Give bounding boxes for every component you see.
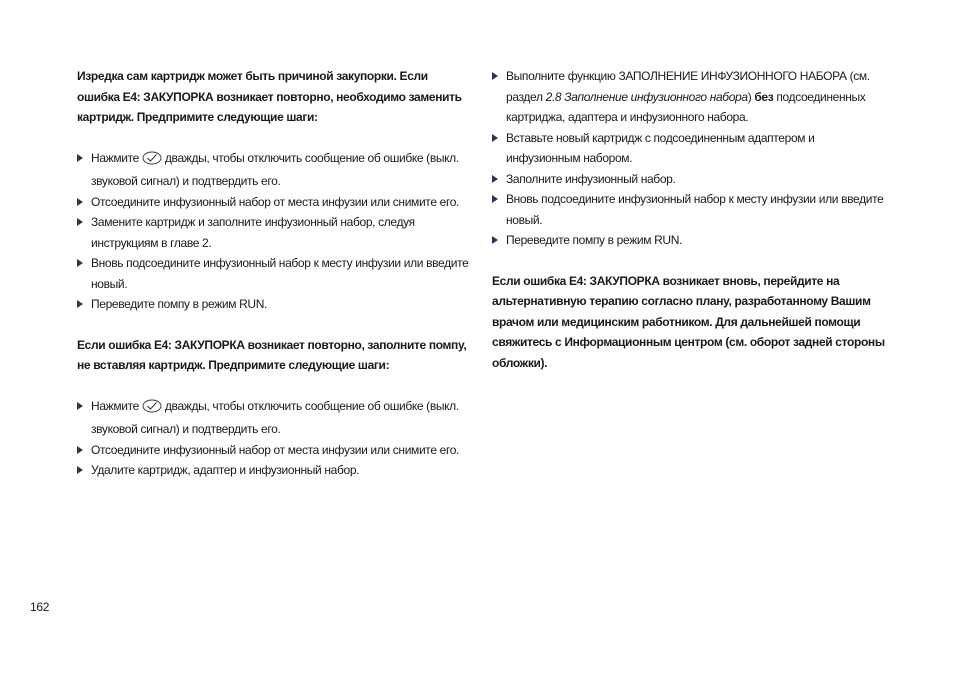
triangle-bullet-icon [492, 134, 498, 142]
list-item: Отсоедините инфузионный набор от места инфузии или снимите его. [77, 440, 469, 461]
closing-paragraph: Если ошибка E4: ЗАКУПОРКА возникает вновь, перейдите на альтернативную терапию согласно плану, разработанному Вашим врачом или медицинским работником. Для дальнейшей помощи свяжитесь с Информационным центром (см. оборот задней стороны обложки). [492, 273, 885, 370]
list-item: Переведите помпу в режим RUN. [492, 230, 887, 251]
triangle-bullet-icon [492, 72, 498, 80]
triangle-bullet-icon [77, 259, 83, 267]
list-item: Замените картридж и заполните инфузионный набор, следуя инструкциям в главе 2. [77, 212, 469, 253]
left-column [77, 66, 469, 481]
list-item: Заполните инфузионный набор. [492, 169, 887, 190]
replace-cartridge-steps [77, 148, 469, 315]
list-item: Нажмите дважды, чтобы отключить сообщение об ошибке (выкл. звуковой сигнал) и подтвердить его. [77, 148, 469, 192]
ok-checkmark-icon [142, 151, 162, 172]
second-heading: Если ошибка E4: ЗАКУПОРКА возникает повторно, заполните помпу, не вставляя картридж. Предпримите следующие шаги: [77, 337, 467, 372]
list-item: Удалите картридж, адаптер и инфузионный набор. [77, 460, 469, 481]
page-number: 162 [30, 600, 50, 614]
triangle-bullet-icon [77, 300, 83, 308]
intro-heading: Изредка сам картридж может быть причиной закупорки. Если ошибка E4: ЗАКУПОРКА возникает повторно, необходимо заменить картридж. Предпримите следующие шаги: [77, 69, 462, 124]
list-item: Переведите помпу в режим RUN. [77, 294, 469, 315]
ok-checkmark-icon [142, 399, 162, 420]
right-column [492, 66, 887, 373]
triangle-bullet-icon [77, 154, 83, 162]
triangle-bullet-icon [492, 236, 498, 244]
triangle-bullet-icon [492, 175, 498, 183]
section-reference: 2.8 Заполнение инфузионного набора [545, 89, 748, 104]
list-item: Вновь подсоедините инфузионный набор к месту инфузии или введите новый. [77, 253, 469, 294]
triangle-bullet-icon [77, 446, 83, 454]
list-item: Отсоедините инфузионный набор от места инфузии или снимите его. [77, 192, 469, 213]
triangle-bullet-icon [77, 466, 83, 474]
triangle-bullet-icon [492, 195, 498, 203]
triangle-bullet-icon [77, 198, 83, 206]
fill-without-cartridge-steps [77, 396, 469, 481]
list-item: Вставьте новый картридж с подсоединенным адаптером и инфузионным набором. [492, 128, 887, 169]
list-item: Нажмите дважды, чтобы отключить сообщение об ошибке (выкл. звуковой сигнал) и подтвердить его. [77, 396, 469, 440]
triangle-bullet-icon [77, 218, 83, 226]
list-item: Выполните функцию ЗАПОЛНЕНИЕ ИНФУЗИОННОГО НАБОРА (см. раздел 2.8 Заполнение инфузионного набора) без подсоединенных картриджа, адаптера и инфузионного набора. [492, 66, 887, 128]
triangle-bullet-icon [77, 402, 83, 410]
refill-steps [492, 66, 887, 251]
list-item: Вновь подсоедините инфузионный набор к месту инфузии или введите новый. [492, 189, 887, 230]
